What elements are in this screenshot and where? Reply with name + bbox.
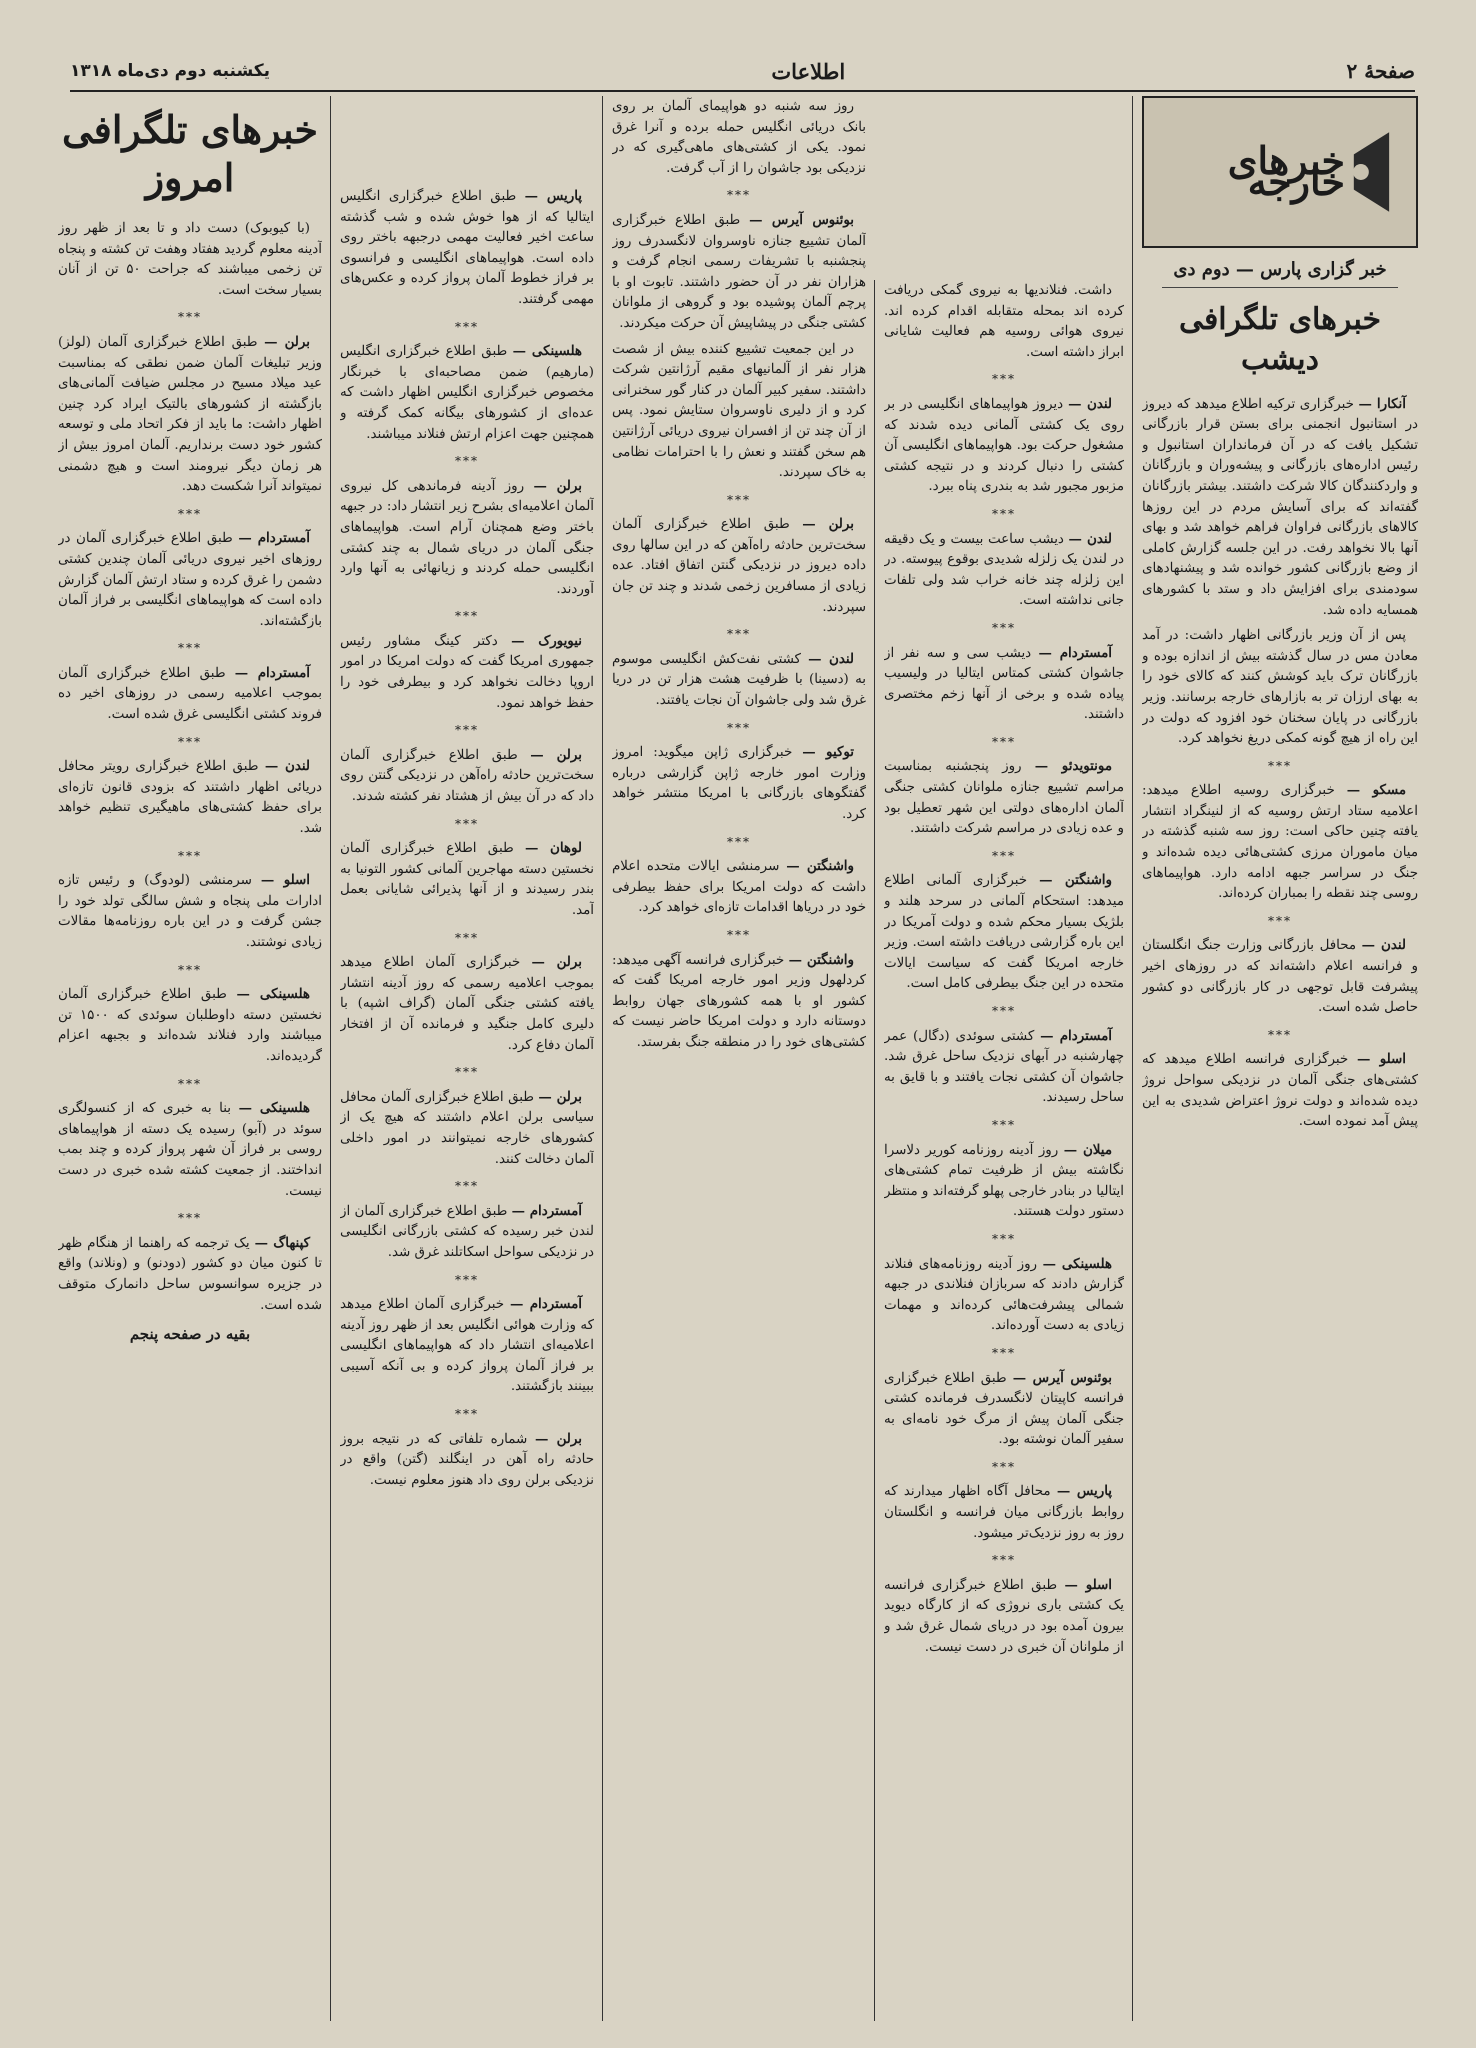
- article: [612, 210, 866, 335]
- separator: ***: [178, 734, 202, 749]
- separator: ***: [455, 723, 479, 738]
- column-rule: [874, 280, 875, 2021]
- article-body: دکتر کینگ مشاور رئیس جمهوری امریکا گفت که دولت امریکا در امور اروپا دخالت نخواهد کرد و بیطرفی خود را حفظ خواهد نمود.: [340, 633, 594, 711]
- article: [884, 870, 1124, 995]
- article-body: کشتی نفت‌کش انگلیسی موسوم به (دسینا) با ظرفیت هشت هزار تن در دریا غرق شد ولی جاشوان آن نجات یافتند.: [612, 651, 866, 709]
- article: [1142, 1049, 1418, 1132]
- separator: ***: [178, 310, 202, 325]
- separator: ***: [992, 620, 1016, 635]
- article-head: لندن —: [1068, 530, 1112, 547]
- article-body: طبق اطلاع خبرگزاری انگلیس ایتالیا که از هوا خوش شده و شب گذشته ساعت اخیر فعالیت مهمی درجبهه باختر روی داده است. هواپیماهای انگلیسی و فرانسوی بر فراز خطوط آلمان پرواز کرده و عکس‌های مهمی گرفتند.: [340, 189, 594, 307]
- article-body: خبرگزاری آلمانی اطلاع میدهد: استحکام آلمانی در سرحد هلند و بلژیک بسیار محکم شده و دولت آمریکا در این باره گزارشی دریافت داشته است. وزیر خارجه امریکا گفت که سیاست ایالات متحده در این جنگ بیطرفی کامل است.: [884, 873, 1124, 992]
- article-body: روز سه شنبه دو هواپیمای آلمان بر روی بانک دریائی انگلیس حمله برده و آنرا غرق نمود. یکی از کشتی‌های ماهی‌گیری که در نزدیکی بود جاشوان را از آب گرفت.: [612, 99, 866, 176]
- article: [58, 870, 322, 953]
- page-header: [70, 52, 1415, 92]
- article-body: طبق اطلاع خبرگزاری فرانسه کاپیتان لانگسدرف فرمانده کشتی جنگی آلمان پیش از مرگ خود نامه‌ای به سفیر آلمان نوشته بود.: [884, 1370, 1124, 1448]
- article-body: روز آدینه فرماندهی کل نیروی آلمان اعلامیه‌ای بشرح زیر انتشار داد: در جبهه باختر وضع همچنان آرام است. هواپیماهای جنگی آلمان در دریای شمال به چند کشتی انگلیسی حمله کردند و زیانهائی به آنها وارد آوردند.: [340, 478, 594, 597]
- article: [884, 1140, 1124, 1223]
- article-body: روز آدینه روزنامه‌های فنلاند گزارش دادند که سربازان فنلاندی در جبهه شمالی پیشرفت‌هائی کرده‌اند و مهمات زیادی به دست آورده‌اند.: [884, 1256, 1124, 1334]
- separator: ***: [727, 492, 751, 507]
- article: [58, 218, 322, 301]
- article: [58, 528, 322, 632]
- article: [884, 1575, 1124, 1658]
- article: [612, 514, 866, 618]
- separator: ***: [727, 720, 751, 735]
- article-head: کپنهاگ —: [254, 1234, 310, 1251]
- separator: ***: [455, 609, 479, 624]
- separator: ***: [455, 930, 479, 945]
- divider: [1162, 287, 1398, 288]
- article-head: پاریس —: [524, 188, 582, 204]
- article: [884, 394, 1124, 498]
- article-head: لندن —: [264, 758, 310, 775]
- column-4: [340, 186, 594, 2021]
- article-head: واشنگتن —: [786, 858, 854, 875]
- article: [340, 341, 594, 445]
- article-head: برلن —: [530, 746, 582, 763]
- article-head: اسلو —: [1064, 1576, 1112, 1593]
- article-head: برلن —: [531, 954, 582, 971]
- article-body: خبرگزاری ترکیه اطلاع میدهد که دیروز در استانبول انجمنی برای بستن قرار بازرگانی تشکیل یافت که در آن فرمانداران استانبول و رئیس اداره‌های بازرگانی و پیشه‌وران و بازرگانان و واردکنندگان کالا شرکت داشتند. بیشتر بازرگانان گفته‌اند که برای آسایش مردم در این روزها کالاهای بازرگانی فراوان فراهم خواهد شد و بهای آنها بالا نخواهد رفت. در این جلسه گزارش کاملی از وضع بازرگانی کشور خوانده شد و پیشنهادهای سودمندی برای افزایش داد و ستد با کشورهای همسایه داده شد.: [1142, 396, 1418, 618]
- article-head: هلسینکی —: [238, 1100, 310, 1117]
- article-head: آمستردام —: [1038, 644, 1112, 661]
- article-head: آنکارا —: [1358, 395, 1406, 412]
- article: [884, 1254, 1124, 1337]
- issue-date: یکشنبه دوم دی‌ماه ۱۳۱۸: [70, 61, 271, 81]
- article: [884, 1481, 1124, 1544]
- article: [884, 280, 1124, 363]
- separator: ***: [992, 1459, 1016, 1474]
- separator: ***: [992, 848, 1016, 863]
- article: [58, 332, 322, 498]
- article: [1142, 625, 1418, 750]
- article-head: مونتویدئو —: [1034, 758, 1112, 775]
- article-body: خبرگزاری روسیه اطلاع میدهد: اعلامیه ستاد ارتش روسیه که از لنینگراد انتشار یافته چنین حاکی است: روز سه شنبه گذشته در میان ماموران مرزی کشتی‌هائی دیده شده‌اند و جنگ در سراسر جبهه ادامه دارد. هواپیماهای روسی چند نقطه را بمباران کرده‌اند.: [1142, 783, 1418, 902]
- column-3: [612, 96, 866, 2021]
- separator: ***: [1268, 758, 1292, 773]
- foreign-news-banner: [1142, 96, 1418, 248]
- gramophone-horn-icon: [1345, 117, 1398, 227]
- masthead: اطلاعات: [771, 58, 846, 84]
- article-head: واشنگتن —: [1039, 872, 1112, 889]
- separator: ***: [455, 1179, 479, 1194]
- article-head: برلن —: [264, 333, 310, 350]
- separator: ***: [727, 834, 751, 849]
- separator: ***: [727, 627, 751, 642]
- article-head: هلسینکی —: [512, 343, 582, 360]
- article: [1142, 935, 1418, 1018]
- article-body: سرمنشی ایالات متحده اعلام داشت که دولت امریکا برای حفظ بیطرفی خود در دریاها اقدامات تازه‌ای خواهد کرد.: [612, 859, 866, 916]
- article: [612, 96, 866, 179]
- article: [58, 1098, 322, 1202]
- article: [1142, 394, 1418, 622]
- article-body: در این جمعیت تشییع کننده بیش از شصت هزار نفر از آلمانیهای مقیم آرژانتین شرکت داشتند. سفیر کبیر آلمان در کنار گور سخنرانی کرد و از دلیری ناوسروان ستایش نمود. پس از آن چند تن از افسران نیروی دریائی آرژانتین هم سخن گفتند و نعش را با احترامات نظامی به خاک سپردند.: [612, 341, 866, 481]
- article-body: شماره تلفاتی که در نتیجه بروز حادثه راه آهن در اینگلند (گتن) واقع در نزدیکی برلن روی داد هنوز معلوم نیست.: [340, 1431, 594, 1488]
- article-body: داشت. فنلاندیها به نیروی گمکی دریافت کرده اند بمحله متقابله اقدام کرده اند. نیروی هوائی روسیه هم فعالیت شایانی ابراز داشته است.: [884, 283, 1124, 360]
- separator: ***: [1268, 1027, 1292, 1042]
- article-head: لندن —: [808, 650, 854, 667]
- article-head: برلن —: [802, 516, 854, 533]
- separator: ***: [178, 1211, 202, 1226]
- separator: ***: [455, 1407, 479, 1422]
- article: [884, 756, 1124, 839]
- article-body: طبق اطلاع خبرگزاری آلمان بموجب اعلامیه رسمی در روزهای اخیر ده فروند کشتی انگلیسی غرق شده است.: [58, 665, 322, 723]
- article-head: برلن —: [535, 1430, 582, 1447]
- article-body: دیشب سی و سه نفر از جاشوان کشتی کمتاس ایتالیا در ولیسیب پیاده شده و برخی از آنها زخم مختصری داشتند.: [884, 645, 1124, 723]
- article-body: محافل بازرگانی وزارت جنگ انگلستان و فرانسه اعلام داشته‌اند که در روزهای اخیر پیشرفت قابل توجهی در کار بازرگانی دو کشور حاصل شده است.: [1142, 938, 1418, 1016]
- article-body: طبق اطلاع خبرگزاری رویتر محافل دریائی اظهار داشتند که بزودی قانون تازه‌ای برای حفظ کشتی‌های ماهیگیری تنظیم خواهد شد.: [58, 759, 322, 837]
- article: [340, 1429, 594, 1492]
- article-body: طبق اطلاع خبرگزاری فرانسه یک کشتی باری نروژی که از کارگاه دیوید بیرون آمده بود در دریای شمال غرق شد و از ملوانان آن خبری در دست نیست.: [884, 1577, 1124, 1655]
- separator: ***: [178, 962, 202, 977]
- article-head: آمستردام —: [510, 1296, 582, 1313]
- article-body: طبق اطلاع خبرگزاری آلمان تشییع جنازه ناوسروان لانگسدرف روز پنجشنبه با تشریفات رسمی انجام گرفت و هزاران نفر در آن حضور داشتند. تابوت او با پرچم آلمان پوشیده بود و گروهی از ملوانان کشتی جنگی در پیشاپیش آن حرکت میکردند.: [612, 212, 866, 331]
- column-foreign-news: [1142, 96, 1418, 2021]
- article: [340, 1294, 594, 1398]
- separator: ***: [178, 506, 202, 521]
- separator: ***: [992, 1553, 1016, 1568]
- article: [58, 663, 322, 726]
- article-head: آمستردام —: [238, 530, 310, 547]
- article-body: طبق اطلاع خبرگزاری آلمان محافل سیاسی برلن اعلام داشتند که هیچ یک از کشورهای خارجه نمیتوانند در امور داخلی آلمان دخالت کنند.: [340, 1089, 594, 1167]
- article-head: برلن —: [538, 1088, 582, 1105]
- article-head: هلسینکی —: [1042, 1255, 1112, 1272]
- article: [58, 1233, 322, 1316]
- byline: خبر گزاری پارس — دوم دی: [1173, 259, 1387, 280]
- separator: ***: [1268, 913, 1292, 928]
- article-body: یک ترجمه که راهنما از هنگام ظهر تا کنون میان دو کشور (دودنو) و (ونلاند) واقع در جزیره سوانسوس ساحل دانمارک متوقف شده است.: [58, 1235, 322, 1313]
- article-head: لندن —: [1361, 937, 1406, 954]
- separator: ***: [178, 1076, 202, 1091]
- article: [884, 643, 1124, 726]
- separator: ***: [992, 1117, 1016, 1132]
- article-head: اسلو —: [1357, 1051, 1406, 1068]
- article-head: اسلو —: [260, 872, 310, 889]
- article: [1142, 780, 1418, 905]
- article: [340, 1087, 594, 1170]
- separator: ***: [727, 927, 751, 942]
- article-body: کشتی سوئدی (دگال) عمر چهارشنبه در آبهای نزدیک ساحل غرق شد. جاشوان آن کشتی نجات یافتند و با قایق به ساحل رسیدند.: [884, 1028, 1124, 1106]
- article: [340, 952, 594, 1056]
- article-head: بوئنوس آیرس —: [1012, 1369, 1113, 1386]
- article-body: طبق اطلاع خبرگزاری آلمان در روزهای اخیر نیروی دریائی آلمان چندین کشتی دشمن را غرق کرده و ستاد ارتش آلمان گزارش داده است که هواپیماهای انگلیسی بر فراز آلمان بازگشته‌اند.: [58, 531, 322, 629]
- article-body: پس از آن وزیر بازرگانی اظهار داشت: در آمد معادن مس در سال گذشته بیش از اندازه بوده و بازرگانان ترک باید کوشش کنند که کالای خود را به بهای ارزان تر به بازارهای خارجه برسانند. وزیر بازرگانی در پایان سخنان خود افزود که دولت در این راه از هیچ گونه کمکی دریغ نخواهد کرد.: [1142, 628, 1418, 747]
- article-body: طبق اطلاع خبرگزاری آلمان سخت‌ترین حادثه راه‌آهن در نزدیکی گنتن روی داد که در آن بیش از هشتاد نفر کشته شدند.: [340, 747, 594, 805]
- article-head: نیویورک —: [511, 632, 582, 649]
- separator: ***: [992, 506, 1016, 521]
- article-body: طبق اطلاع خبرگزاری آلمان از لندن خبر رسیده که کشتی بازرگانی انگلیسی در نزدیکی سواحل اسکاتلند غرق شد.: [340, 1203, 594, 1260]
- article-body: روز پنجشنبه بمناسبت مراسم تشییع جنازه ملوانان کشتی جنگی آلمان اداره‌های دولتی این شهر تعطیل بود و عده زیادی در مراسم شرکت داشتند.: [884, 759, 1124, 837]
- article: [612, 950, 866, 1054]
- separator: ***: [455, 1272, 479, 1287]
- separator: ***: [992, 1345, 1016, 1360]
- column-rule: [1132, 96, 1133, 2021]
- separator: ***: [992, 372, 1016, 387]
- article-head: برلن —: [533, 477, 582, 494]
- separator: ***: [992, 1231, 1016, 1246]
- article-head: آمستردام —: [511, 1202, 583, 1219]
- article-head: آمستردام —: [234, 664, 310, 681]
- separator: ***: [992, 1004, 1016, 1018]
- article-head: واشنگتن —: [788, 951, 854, 968]
- article-body: خبرگزاری فرانسه اطلاع میدهد که کشتی‌های جنگی آلمان در نزدیکی سواحل نروژ دیده شده‌اند و دولت نروژ اعتراض شدیدی به این پیش آمد نموده است.: [1142, 1052, 1418, 1130]
- article: [612, 856, 866, 919]
- article-body: (با کیوبوک) دست داد و تا بعد از ظهر روز آدینه معلوم گردید هفتاد وهفت تن کشته و پنجاه تن زخمی میباشند که جراحت ۵۰ تن از آنان بسیار سخت است.: [58, 221, 322, 298]
- article-body: بنا به خبری که از کنسولگری سوئد در (آبو) رسیده یک دسته از هواپیماهای روسی بر فراز آن شهر پرواز کرده و چند بمب انداختند. از جمعیت کشته شده خبری در دست نیست.: [58, 1101, 322, 1199]
- article: [612, 649, 866, 712]
- article-head: توکیو —: [802, 744, 854, 761]
- article-head: مسکو —: [1346, 782, 1407, 799]
- article-body: طبق اطلاع خبرگزاری آلمان نخستین دسته مهاجرین آلمانی کشور التونیا به بندر رسیدند و از آنها پذیرائی شایانی بعمل آمد.: [340, 841, 594, 918]
- article: [612, 742, 866, 825]
- article-body: دیشب ساعت بیست و یک دقیقه در لندن یک زلزله شدیدی بوقوع پیوسته. در این زلزله چند خانه خراب شد ولی تلفات جانی نداشته است.: [884, 531, 1124, 609]
- article-body: طبق اطلاع خبرگزاری آلمان سخت‌ترین حادثه راه‌آهن که در این سالها روی داده دیروز در نزدیکی گنتن اتفاق افتاد. عده زیادی از مسافرین زخمی شدند و چند تن جان سپردند.: [612, 517, 866, 615]
- section-title-last-night: خبرهای تلگرافی دیشب: [1178, 301, 1382, 377]
- article: [884, 529, 1124, 612]
- column-rule: [330, 96, 331, 2021]
- article: [58, 756, 322, 839]
- banner-title: خبرهای خارجه: [1227, 138, 1346, 204]
- article-body: محافل آگاه اظهار میدارند که روابط بازرگانی میان فرانسه و انگلستان روز به روز نزدیک‌تر میشود.: [884, 1484, 1124, 1541]
- separator: ***: [455, 816, 479, 831]
- continued-note: بقیه در صفحه پنجم: [129, 1325, 251, 1344]
- article-body: طبق اطلاع خبرگزاری آلمان (لولز) وزیر تبلیغات آلمان ضمن نطقی که بمناسبت عید میلاد مسیح در مجلس ضیافت آلمانی‌های بازگشته از کشورهای بالتیک ایراد کرد چنین اظهار داشت: ما باید از فکر اتحاد ملی و توسعه کشور خود دست برنداریم. آلمان امروز بیش از هر زمان دیگر نیرومند است و هیچ دشمنی نمیتواند آنرا شکست دهد.: [58, 334, 322, 495]
- article: [340, 186, 594, 311]
- article-head: لوهان —: [524, 840, 582, 857]
- section-title-today: خبرهای تلگرافی امروز: [61, 107, 319, 200]
- article-body: طبق اطلاع خبرگزاری انگلیس (مارهیم) ضمن مصاحبه‌ای با خبرنگار مخصوص خبرگزاری انگلیس اظهار داشت که عده‌ای از کشورهای بیگانه کمک گرفته و همچنین جهت اعزام ارتش فنلاند میباشند.: [340, 344, 594, 442]
- article-head: هلسینکی —: [236, 986, 310, 1003]
- column-2: [884, 280, 1124, 2021]
- article: [884, 1026, 1124, 1109]
- article: [340, 745, 594, 808]
- article: [884, 1368, 1124, 1451]
- article-head: بوئنوس آیرس —: [749, 211, 854, 228]
- column-todays-news: [58, 96, 322, 2021]
- separator: ***: [455, 1065, 479, 1080]
- separator: ***: [178, 641, 202, 656]
- separator: ***: [455, 454, 479, 469]
- separator: ***: [727, 188, 751, 203]
- article: [58, 984, 322, 1067]
- article: [340, 631, 594, 714]
- separator: ***: [992, 734, 1016, 749]
- article-body: خبرگزاری آلمان اطلاع میدهد که وزارت هوائی انگلیس بعد از ظهر روز آدینه اعلامیه‌ای انتشار داد که هواپیماهای انگلیسی بر فراز آلمان پرواز کرده و بی آنکه آسیبی ببینند بازگشتند.: [340, 1297, 594, 1395]
- article-body: دیروز هواپیماهای انگلیسی در بر روی یک کشتی آلمانی دیده شدند که مشغول حرکت بود. هواپیماهای انگلیسی آن کشتی را دنبال کردند و در نتیجه کشتی مزبور مجبور شد به بندری پناه ببرد.: [884, 396, 1124, 495]
- article-head: آمستردام —: [1040, 1027, 1112, 1044]
- article-body: خبرگزاری آلمان اطلاع میدهد بموجب اعلامیه رسمی که روز آدینه انتشار یافته کشتی جنگی آلمان (گراف اشپه) با دلیری کامل جنگید و فرمانده آن از افتخار آلمان دفاع کرد.: [340, 955, 594, 1053]
- article: [340, 476, 594, 601]
- article: [612, 339, 866, 484]
- article-body: سرمنشی (لودوگ) و رئیس تازه ادارات ملی پنجاه و شش سالگی تولد خود را جشن گرفت و در این باره روزنامه‌ها مقالات زیادی نوشتند.: [58, 873, 322, 950]
- article: [340, 838, 594, 921]
- separator: ***: [178, 848, 202, 863]
- article: [340, 1201, 594, 1264]
- article-body: خبرگزاری ژاپن میگوید: امروز وزارت امور خارجه ژاپن گزارشی درباره گفتگوهای بازرگانی با امریکا منتشر خواهد کرد.: [612, 745, 866, 822]
- separator: ***: [455, 319, 479, 334]
- article-head: پاریس —: [1056, 1483, 1113, 1500]
- column-rule: [602, 96, 603, 2021]
- article-body: روز آدینه روزنامه کوریر دلاسرا نگاشته بیش از ظرفیت تمام کشتی‌های ایتالیا در بنادر خارجی پهلو گرفته‌اند و منتظر دستور دولت هستند.: [884, 1142, 1124, 1220]
- article-body: خبرگزاری فرانسه آگهی میدهد: کردلهول وزیر امور خارجه امریکا گفت که کشور او با همه کشورهای جهان روابط دوستانه دارد و دولت امریکا حاضر نیست که کشتی‌های خود را در منطقه جنگ بفرستد.: [612, 952, 866, 1050]
- article-list: [1142, 394, 1418, 1133]
- page-number: صفحهٔ ۲: [1346, 59, 1415, 83]
- article-body: طبق اطلاع خبرگزاری آلمان نخستین دسته داوطلبان سوئدی که ۱۵۰۰ تن میباشند وارد فنلاند شده‌اند و بجبهه اعزام گردیده‌اند.: [58, 987, 322, 1064]
- article-head: میلان —: [1063, 1141, 1112, 1158]
- article-head: لندن —: [1068, 395, 1112, 412]
